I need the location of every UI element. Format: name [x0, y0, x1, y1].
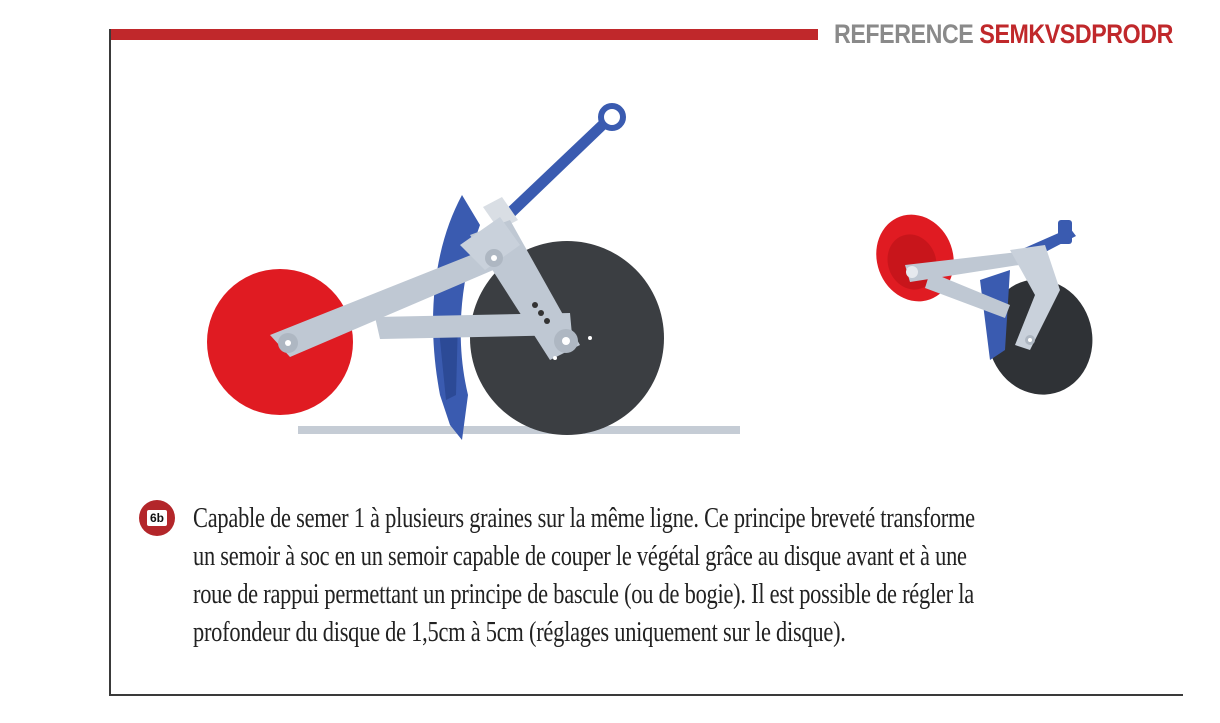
frame-bottom-border — [109, 694, 1183, 696]
reference-label: REFERENCE — [834, 19, 974, 49]
header-red-rule — [110, 29, 818, 40]
handle-arm — [500, 120, 608, 223]
seeder-perspective-illustration — [870, 210, 1100, 410]
figure-caption — [193, 500, 1193, 652]
caption-line-3: roue de rappui permettant un principe de bascule (ou de bogie). Il est possible de régler la — [193, 579, 974, 610]
ground-bar — [298, 426, 740, 434]
reference-code: SEMKVSDPRODR — [979, 19, 1173, 49]
handle-ring — [601, 106, 623, 128]
reference-header — [834, 14, 1214, 54]
caption-line-1: Capable de semer 1 à plusieurs graines sur la même ligne. Ce principe breveté transforme — [193, 503, 975, 534]
caption-line-2: un semoir à soc en un semoir capable de couper le végétal grâce au disque avant et à une — [193, 541, 967, 572]
seeder-side-view-illustration — [200, 95, 760, 455]
caption-line-4: profondeur du disque de 1,5cm à 5cm (réglages uniquement sur le disque). — [193, 617, 846, 648]
figure-badge-label: 6b — [147, 510, 167, 526]
frame-left-border — [109, 29, 111, 696]
figure-badge — [139, 500, 175, 536]
